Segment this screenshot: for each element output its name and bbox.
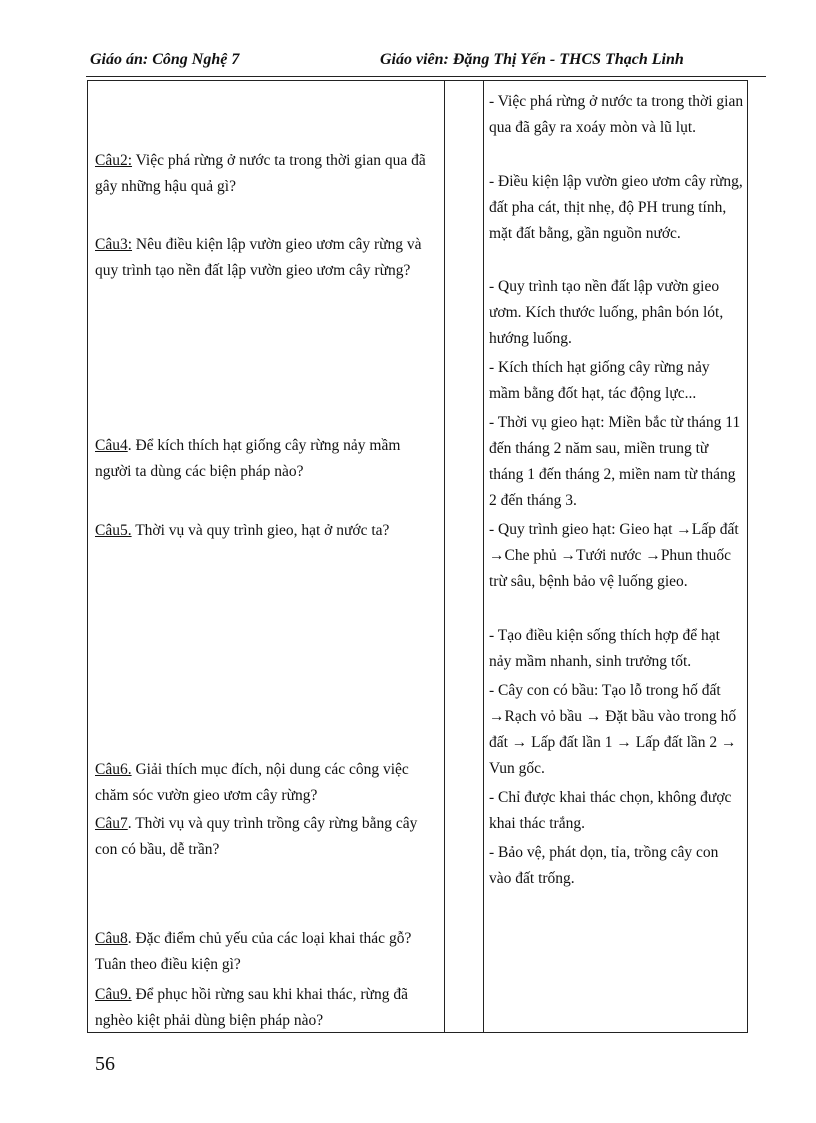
- question-text: . Để kích thích hạt giống cây rừng nảy mầm người ta dùng các biện pháp nào?: [95, 437, 401, 480]
- question-text: Để phục hồi rừng sau khi khai thác, rừng đã nghèo kiệt phải dùng biện pháp nào?: [95, 986, 408, 1029]
- question-text: Giải thích mục đích, nội dung các công việc chăm sóc vườn gieo ươm cây rừng?: [95, 761, 409, 804]
- question-label: Câu5.: [95, 522, 132, 539]
- question-text: Nêu điều kiện lập vườn gieo ươm cây rừng và quy trình tạo nền đất lập vườn gieo ươm cây rừng?: [95, 236, 422, 279]
- page-header: [86, 50, 766, 77]
- answer-item: - Bảo vệ, phát dọn, tỉa, trồng cây con vào đất trống.: [489, 844, 719, 887]
- question-text: . Đặc điểm chủ yếu của các loại khai thác gỗ? Tuân theo điều kiện gì?: [95, 930, 412, 973]
- question-label: Câu9.: [95, 986, 132, 1003]
- question-5: [95, 518, 435, 544]
- question-3: [95, 232, 435, 284]
- answer-item: - Quy trình gieo hạt: Gieo hạt →Lấp đất →Che phủ →Tưới nước →Phun thuốc trừ sâu, bệnh bảo vệ luống gieo.: [489, 521, 739, 590]
- question-text: . Thời vụ và quy trình trồng cây rừng bằng cây con có bầu, dễ trần?: [95, 815, 418, 858]
- question-label: Câu2:: [95, 152, 133, 169]
- question-text: Việc phá rừng ở nước ta trong thời gian qua đã gây những hậu quả gì?: [95, 152, 426, 195]
- question-6: [95, 757, 435, 809]
- answer-item: - Kích thích hạt giống cây rừng nảy mầm bằng đốt hạt, tác động lực...: [489, 359, 710, 402]
- header-teacher: Giáo viên: Đặng Thị Yến - THCS Thạch Linh: [380, 51, 684, 68]
- question-label: Câu7: [95, 815, 128, 832]
- header-lesson-title: Giáo án: Công Nghệ 7: [90, 51, 240, 68]
- answer-item: - Việc phá rừng ở nước ta trong thời gian qua đã gây ra xoáy mòn và lũ lụt.: [489, 93, 744, 136]
- question-7: [95, 811, 435, 863]
- question-label: Câu8: [95, 930, 128, 947]
- question-label: Câu6.: [95, 761, 132, 778]
- question-text: Thời vụ và quy trình gieo, hạt ở nước ta?: [131, 522, 390, 539]
- answer-item: - Cây con có bầu: Tạo lỗ trong hố đất →Rạch vỏ bầu → Đặt bầu vào trong hố đất → Lấp đất lần 1 → Lấp đất lần 2 → Vun gốc.: [489, 682, 737, 777]
- question-label: Câu4: [95, 437, 128, 454]
- question-label: Câu3:: [95, 236, 133, 253]
- answer-item: - Điều kiện lập vườn gieo ươm cây rừng, đất pha cát, thịt nhẹ, độ PH trung tính, mặt đất bằng, gần nguồn nước.: [489, 173, 743, 242]
- answer-item: - Quy trình tạo nền đất lập vườn gieo ươm. Kích thước luống, phân bón lót, hướng luống.: [489, 278, 724, 347]
- column-divider: [483, 81, 484, 1032]
- question-2: [95, 148, 435, 200]
- column-divider: [444, 81, 445, 1032]
- question-4: [95, 433, 435, 485]
- question-8: [95, 926, 435, 978]
- page-number: 56: [95, 1053, 115, 1075]
- answer-item: - Tạo điều kiện sống thích hợp để hạt nảy mầm nhanh, sinh trưởng tốt.: [489, 627, 720, 670]
- question-9: [95, 982, 435, 1034]
- answer-item: - Chỉ được khai thác chọn, không được khai thác trắng.: [489, 789, 732, 832]
- answer-item: - Thời vụ gieo hạt: Miền bắc từ tháng 11 đến tháng 2 năm sau, miền trung từ tháng 1 đến tháng 2, miền nam từ tháng 2 đến tháng 3.: [489, 414, 741, 509]
